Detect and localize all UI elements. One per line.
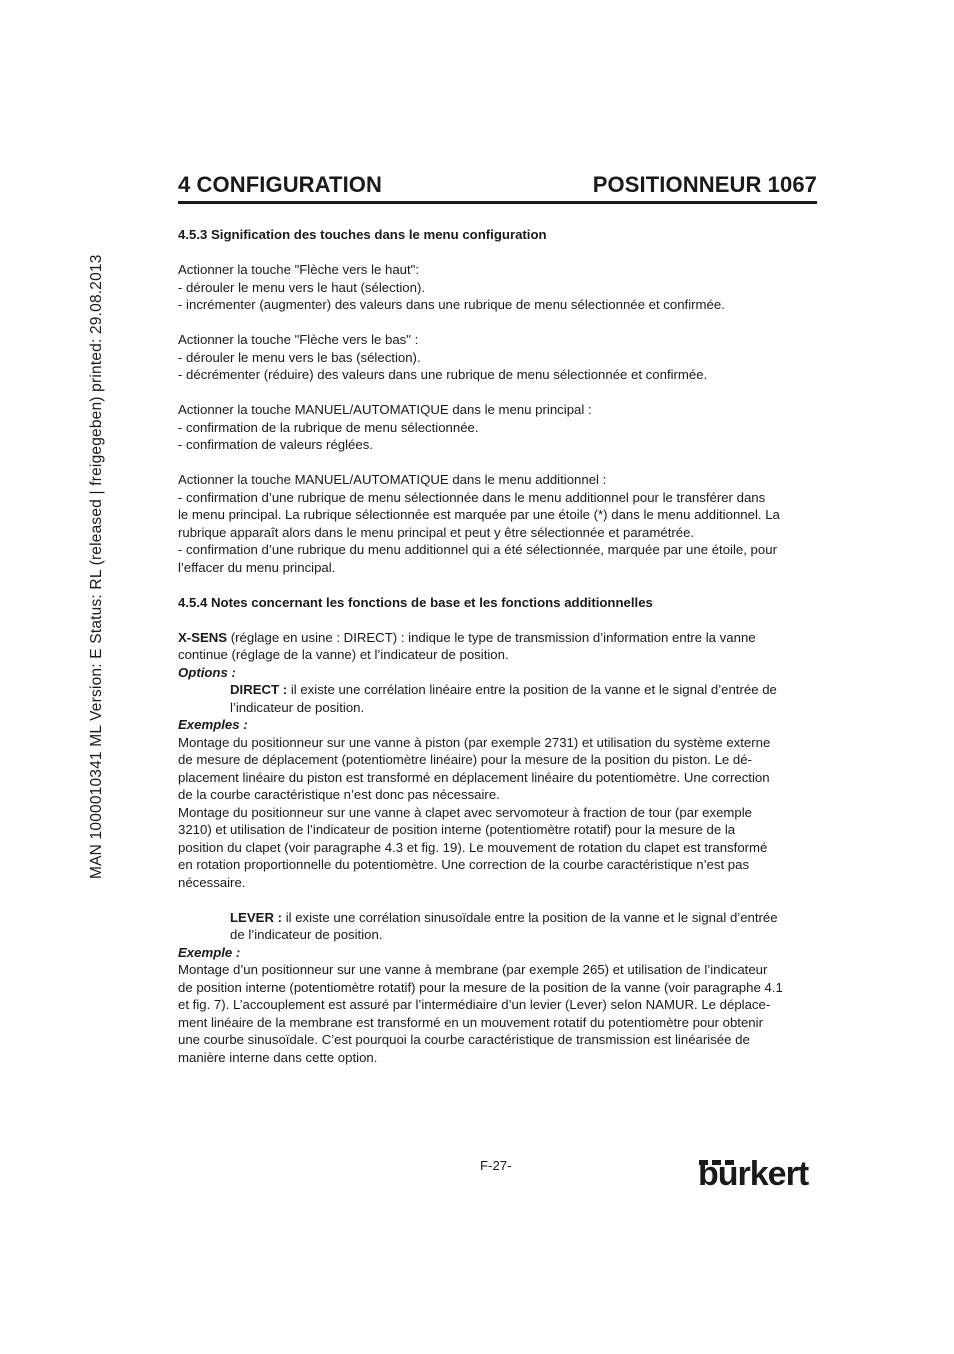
text-line: placement linéaire du piston est transformé en déplacement linéaire du potentiomètre. Une correction [178, 769, 770, 785]
xsens-text: (réglage en usine : DIRECT) : indique le type de transmission d’information entre la vanne [227, 629, 756, 645]
text-line [178, 629, 817, 647]
paragraph: Actionner la touche MANUEL/AUTOMATIQUE dans le menu principal : [178, 402, 592, 417]
exemples-label: Exemples : [178, 717, 248, 732]
text-line: position du clapet (voir paragraphe 4.3 et fig. 19). Le mouvement de rotation du clapet est transformé [178, 839, 768, 855]
lever-label: LEVER : [230, 909, 283, 925]
text-line [178, 909, 817, 927]
options-label: Options : [178, 664, 236, 680]
text-line: Montage du positionneur sur une vanne à piston (par exemple 2731) et utilisation du système externe [178, 734, 771, 750]
text-line: 3210) et utilisation de l’indicateur de position interne (potentiomètre rotatif) pour la mesure de la [178, 822, 736, 837]
text-line [178, 681, 817, 699]
document-status-stamp: MAN 1000010341 ML Version: E Status: RL (released | freigegeben) printed: 29.08.2013 [88, 254, 105, 879]
page-header [178, 172, 817, 204]
text-line: ment linéaire de la membrane est transformé en un mouvement rotatif du potentiomètre pour obtenir [178, 1014, 763, 1030]
list-item: - dérouler le menu vers le haut (sélection). [178, 279, 426, 295]
xsens-label: X-SENS [178, 629, 228, 645]
list-item: - confirmation de la rubrique de menu sélectionnée. [178, 419, 479, 435]
exemple-label: Exemple : [178, 944, 241, 960]
logo-wordmark: burkert [698, 1155, 809, 1193]
product-title: POSITIONNEUR 1067 [592, 172, 817, 197]
burkert-logo [698, 1152, 818, 1192]
section-4-5-4-title: 4.5.4 Notes concernant les fonctions de base et les fonctions additionnelles [178, 594, 653, 610]
text-line: de position interne (potentiomètre rotatif) pour la mesure de la position de la vanne (voir paragraphe 4.1 [178, 979, 783, 995]
page-number: F-27- [480, 1158, 512, 1173]
list-item: - incrémenter (augmenter) des valeurs dans une rubrique de menu sélectionnée et confirmée. [178, 297, 725, 312]
paragraph: Actionner la touche "Flèche vers le bas" : [178, 332, 419, 347]
text-line: Montage d’un positionneur sur une vanne à membrane (par exemple 265) et utilisation de l’indicateur [178, 962, 768, 977]
text-line: manière interne dans cette option. [178, 1049, 378, 1065]
text-line: de l’indicateur de position. [230, 927, 383, 942]
text-line: l’indicateur de position. [230, 699, 365, 715]
text-line: nécessaire. [178, 874, 246, 890]
text-line: Montage du positionneur sur une vanne à clapet avec servomoteur à fraction de tour (par exemple [178, 804, 752, 820]
lever-text: il existe une corrélation sinusoïdale entre la position de la vanne et le signal d’entrée [282, 909, 778, 925]
text-line: rubrique apparaît alors dans le menu principal et peut y être sélectionnée et paramétrée. [178, 524, 695, 540]
text-line: de la courbe caractéristique n’est donc pas nécessaire. [178, 787, 500, 802]
text-line: l’effacer du menu principal. [178, 559, 336, 575]
list-item: - dérouler le menu vers le bas (sélection). [178, 349, 421, 365]
list-item: - confirmation de valeurs réglées. [178, 437, 373, 452]
text-line: le menu principal. La rubrique sélectionnée est marquée par une étoile (*) dans le menu additionnel. La [178, 507, 780, 522]
chapter-title: 4 CONFIGURATION [178, 172, 382, 197]
paragraph: Actionner la touche MANUEL/AUTOMATIQUE dans le menu additionnel : [178, 472, 607, 487]
text-line: - confirmation d’une rubrique de menu sélectionnée dans le menu additionnel pour le transférer dans [178, 489, 766, 505]
section-4-5-3-title: 4.5.3 Signification des touches dans le menu configuration [178, 227, 547, 242]
text-line: de mesure de déplacement (potentiomètre linéaire) pour la mesure de la position du piston. Le dé- [178, 752, 752, 767]
direct-label: DIRECT : [230, 682, 288, 697]
paragraph: Actionner la touche "Flèche vers le haut": [178, 262, 420, 277]
text-line: une courbe sinusoïdale. C’est pourquoi la courbe caractéristique de transmission est linéarisée de [178, 1032, 750, 1047]
text-line: en rotation proportionnelle du potentiomètre. Une correction de la courbe caractéristique n’est pas [178, 857, 750, 872]
text-line: continue (réglage de la vanne) et l’indicateur de position. [178, 647, 509, 662]
text-line: et fig. 7). L’accouplement est assuré par l’intermédiaire d’un levier (Lever) selon NAMUR. Le déplace- [178, 997, 771, 1012]
list-item: - décrémenter (réduire) des valeurs dans une rubrique de menu sélectionnée et confirmée. [178, 367, 708, 382]
side-stamp [0, 0, 105, 879]
page-content [178, 226, 817, 1066]
text-line: - confirmation d’une rubrique du menu additionnel qui a été sélectionnée, marquée par une étoile, pour [178, 542, 777, 557]
direct-text: il existe une corrélation linéaire entre la position de la vanne et le signal d’entrée de [287, 682, 777, 697]
